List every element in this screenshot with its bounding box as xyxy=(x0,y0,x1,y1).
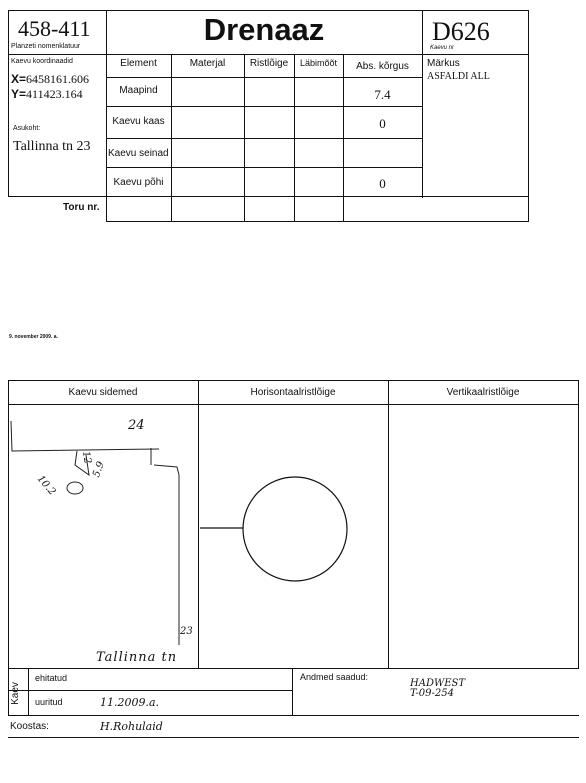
frame-top xyxy=(8,10,529,11)
connections-sketch xyxy=(9,405,198,668)
nomenclature-value: 458-411 xyxy=(18,16,91,41)
sketch-pipe-right xyxy=(154,465,179,645)
nomenclature-label: Planzeti nomenklatuur xyxy=(11,43,81,50)
x-value: 6458161.606 xyxy=(26,72,90,86)
well-circle xyxy=(243,477,347,581)
sep-header-mid xyxy=(106,54,529,55)
frame-right xyxy=(528,10,529,222)
sketch-street-text: Tallinna tn xyxy=(96,650,178,665)
row-element-kaevu-seinad: Kaevu seinad xyxy=(108,148,169,159)
row-sep-4 xyxy=(106,167,422,168)
footer-mid-sep xyxy=(292,668,293,716)
row-sep-5 xyxy=(106,196,529,197)
row-sep-2 xyxy=(106,106,422,107)
footer-main-bottom xyxy=(8,715,579,716)
remarks-label: Märkus xyxy=(427,58,460,69)
toru-label: Toru nr. xyxy=(63,202,100,213)
sketch-well-circle xyxy=(67,482,83,494)
bframe-right xyxy=(578,380,579,669)
section-title-links: Kaevu sidemed xyxy=(68,387,138,398)
page-title: Drenaaz xyxy=(203,12,325,47)
y-label: Y= xyxy=(11,87,27,101)
row-abs-kaevu-pohi: 0 xyxy=(379,176,386,191)
built-label: ehitatud xyxy=(35,673,68,683)
bframe-top xyxy=(8,380,579,381)
data-source-label: Andmed saadud: xyxy=(300,672,369,682)
col-header-materjal: Materjal xyxy=(189,58,226,69)
row-element-kaevu-pohi: Kaevu põhi xyxy=(113,177,164,188)
col-header-element: Element xyxy=(120,58,157,69)
row-element-kaevu-kaas: Kaevu kaas xyxy=(112,116,165,127)
y-coordinate xyxy=(11,87,83,102)
location-value: Tallinna tn 23 xyxy=(13,139,91,154)
author-value: H.Rohulaid xyxy=(100,720,163,733)
row-element-maapind: Maapind xyxy=(119,85,158,96)
sketch-label-10-2: 10.2 xyxy=(34,473,58,498)
sketch-label-24: 24 xyxy=(128,418,145,433)
coords-label: Kaevu koordinaadid xyxy=(11,58,73,65)
col-header-labimoot: Läbimõõt xyxy=(299,58,338,68)
footer-author-bottom xyxy=(8,737,579,738)
sep-header-left xyxy=(8,54,107,55)
frame-bottom-left xyxy=(8,196,107,197)
frame-left xyxy=(8,10,9,196)
sketch-label-12: 12 xyxy=(79,450,93,465)
sketch-label-5-9: 5.9 xyxy=(91,460,107,479)
footer-row-1-bottom xyxy=(8,690,292,691)
row-abs-maapind: 7.4 xyxy=(374,87,391,102)
bsep-2 xyxy=(388,380,389,669)
frame-bottom xyxy=(106,221,529,222)
bframe-bottom xyxy=(8,668,579,669)
footer-kaev-sep xyxy=(28,668,29,716)
well-number-label: Kaevu nr xyxy=(430,45,455,51)
location-label: Asukoht: xyxy=(13,125,41,132)
remarks-value: ASFALDI ALL xyxy=(427,71,490,82)
well-number: D626 xyxy=(432,17,490,46)
col-header-abs: Abs. kõrgus xyxy=(356,61,409,72)
data-source-value-1: HADWEST xyxy=(410,678,466,689)
row-sep-3 xyxy=(106,138,422,139)
section-title-horizontal: Horisontaalristlõige xyxy=(250,387,336,398)
horizontal-section-drawing xyxy=(199,405,388,668)
data-source-value-2: T-09-254 xyxy=(410,688,454,699)
x-label: X= xyxy=(11,72,27,86)
date-line: 9. november 2009. a. xyxy=(9,334,58,340)
x-coordinate xyxy=(11,72,89,87)
surveyed-label: uuritud xyxy=(35,697,63,707)
section-title-vertical: Vertikaalristlõige xyxy=(446,387,520,398)
sketch-label-23: 23 xyxy=(180,626,193,637)
row-abs-kaevu-kaas: 0 xyxy=(379,116,386,131)
sep-remarks xyxy=(422,10,423,198)
row-sep-1 xyxy=(106,77,422,78)
col-header-ristloige: Ristlõige xyxy=(249,58,289,69)
y-value: 411423.164 xyxy=(26,87,83,101)
footer-side-label: Kaev xyxy=(9,682,21,705)
footer-left-edge xyxy=(8,668,9,716)
surveyed-value: 11.2009.a. xyxy=(100,696,160,709)
author-label: Koostas: xyxy=(10,721,49,732)
